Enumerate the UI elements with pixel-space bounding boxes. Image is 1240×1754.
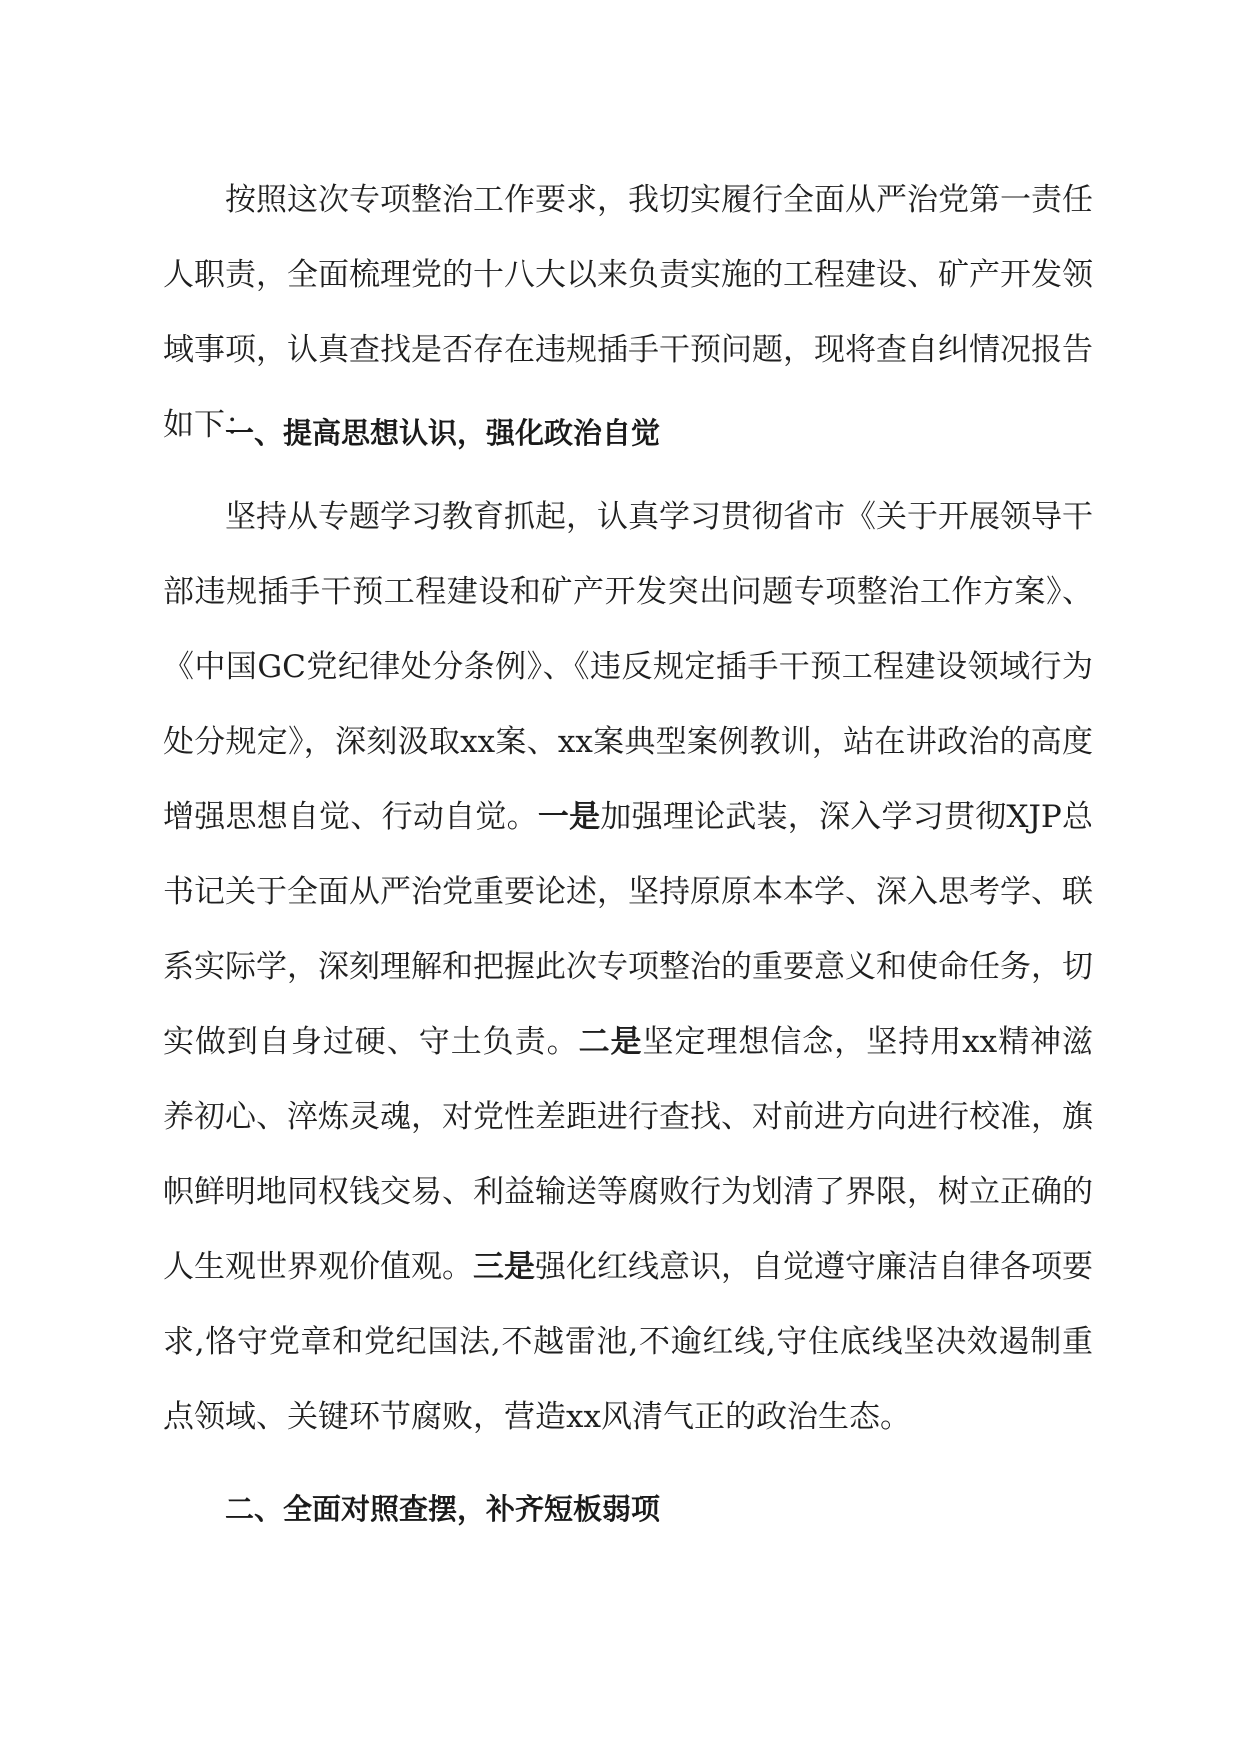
point-3-label: 三是 bbox=[473, 1249, 535, 1285]
section-heading-2: 二、全面对照查摆，补齐短板弱项 bbox=[225, 1492, 661, 1526]
intro-paragraph: 按照这次专项整治工作要求，我切实履行全面从严治党第一责任人职责，全面梳理党的十八大以来负责实施的工程建设、矿产开发领域事项，认真查找是否存在违规插手干预问题，现将查自纠情况报告如下： bbox=[163, 182, 1093, 443]
section-1-lead: 坚持从专题学习教育抓起，认真学习贯彻省市《关于开展领导干部违规插手干预工程建设和矿产开发突出问题专项整治工作方案》、《中国GC党纪律处分条例》、《违反规定插手干预工程建设领域行为处分规定》，深刻汲取xx案、xx案典型案例教训，站在讲政治的高度增强思想自觉、行动自觉。 bbox=[163, 499, 1093, 835]
point-1-label: 一是 bbox=[537, 799, 601, 835]
point-3-text: 强化红线意识，自觉遵守廉洁自律各项要求,恪守党章和党纪国法,不越雷池,不逾红线,守住底线坚决效遏制重点领域、关键环节腐败，营造xx风清气正的政治生态。 bbox=[163, 1249, 1093, 1435]
section-heading-1: 一、提高思想认识，强化政治自觉 bbox=[225, 416, 661, 450]
section-1-paragraph bbox=[163, 480, 1093, 1455]
point-2-text: 坚定理想信念，坚持用xx精神滋养初心、淬炼灵魂，对党性差距进行查找、对前进方向进行校准，旗帜鲜明地同权钱交易、利益输送等腐败行为划清了界限，树立正确的人生观世界观价值观。 bbox=[163, 1024, 1094, 1285]
point-1-text: 加强理论武装，深入学习贯彻XJP总书记关于全面从严治党重要论述，坚持原原本本学、深入思考学、联系实际学，深刻理解和把握此次专项整治的重要意义和使命任务，切实做到自身过硬、守土负责。 bbox=[163, 799, 1094, 1060]
point-2-label: 二是 bbox=[578, 1024, 643, 1060]
